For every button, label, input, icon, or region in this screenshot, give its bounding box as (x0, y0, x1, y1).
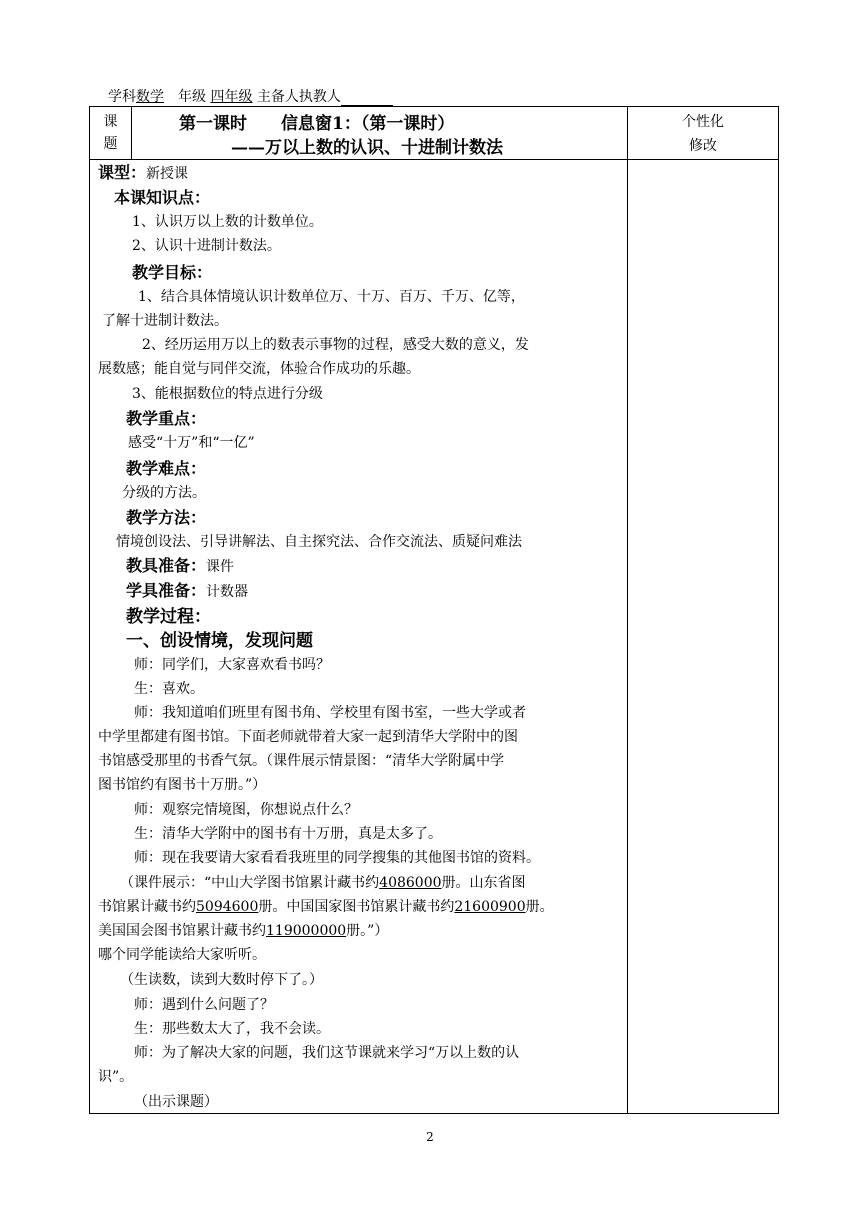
dialogue-line-12: 师：遇到什么问题了？ (134, 997, 274, 1013)
topic-label-cell (90, 107, 131, 159)
dialogue-line-9 (98, 920, 388, 940)
student-tools-label: 学具准备： (126, 581, 207, 600)
goal-2b: 展数感；能自觉与同伴交流，体验合作成功的乐趣。 (98, 361, 420, 377)
line8-post: 册。 (525, 899, 554, 915)
number-4086000: 4086000 (379, 875, 442, 891)
goal-3: 3、能根据数位的特点进行分级 (132, 386, 323, 402)
dialogue-line-10: 哪个同学能读给大家听听。 (98, 947, 266, 963)
number-5094600: 5094600 (196, 899, 259, 915)
divider-right-column (627, 107, 628, 1113)
methods-heading: 教学方法： (126, 508, 207, 527)
topic-title-line2: ——万以上数的认识、十进制计数法 (231, 138, 503, 158)
knowledge-item-2: 2、认识十进制计数法。 (132, 238, 281, 254)
number-119000000: 119000000 (266, 923, 347, 939)
topic-label-bottom: 题 (103, 136, 118, 152)
divider-head (90, 159, 778, 160)
lesson-type-value: 新授课 (146, 166, 189, 182)
line8-pre: 书馆累计藏书约 (98, 899, 196, 915)
line7-post: 册。山东省图 (441, 875, 526, 891)
dialogue-line-15: （出示课题） (134, 1094, 218, 1110)
topic-title-cell (131, 107, 627, 159)
process-section-1: 一、创设情境，发现问题 (126, 631, 313, 651)
dialogue-line-3b: 中学里都建有图书馆。下面老师就带着大家一起到清华大学附中的图 (98, 729, 518, 745)
dialogue-line-3a: 师：我知道咱们班里有图书角、学校里有图书室，一些大学或者 (134, 705, 526, 721)
dialogue-line-2: 生：喜欢。 (134, 681, 204, 697)
preparer-blank (341, 91, 393, 106)
knowledge-heading: 本课知识点： (114, 188, 211, 207)
personalize-top: 个性化 (682, 114, 724, 130)
goals-heading: 教学目标： (132, 263, 213, 282)
dialogue-line-14b: 识”。 (98, 1069, 134, 1085)
grade-label: 年级 (178, 89, 206, 105)
subject-value: 数学 (136, 89, 164, 105)
student-tools-value: 计数器 (206, 584, 249, 600)
topic-title-line1: 第一课时 信息窗1：（第一课时） (179, 114, 455, 134)
dialogue-line-14a: 师：为了解决大家的问题，我们这节课就来学习“万以上数的认 (134, 1045, 520, 1061)
process-heading: 教学过程： (126, 607, 211, 627)
personalize-bottom: 修改 (689, 138, 717, 154)
teacher-tools-label: 教具准备： (126, 556, 207, 575)
line9-post: 册。”） (346, 923, 389, 939)
goal-1a: 1、结合具体情境认识计数单位万、十万、百万、千万、亿等， (138, 289, 525, 305)
dialogue-line-11: （生读数，读到大数时停下了。） (120, 972, 323, 988)
subject-label: 学科 (108, 89, 136, 105)
dialogue-line-8 (98, 896, 554, 916)
preparer-label: 主备人执教人 (256, 89, 341, 105)
dialogue-line-6: 师：现在我要请大家看看我班里的同学搜集的其他图书馆的资料。 (134, 850, 540, 866)
difficulty-text: 分级的方法。 (122, 485, 206, 501)
teacher-tools-value: 课件 (206, 559, 235, 575)
number-21600900: 21600900 (454, 899, 526, 915)
document-header (108, 86, 393, 106)
methods-text: 情境创设法、引导讲解法、自主探究法、合作交流法、质疑问难法 (116, 534, 522, 550)
dialogue-line-5: 生：清华大学附中的图书有十万册，真是太多了。 (134, 826, 442, 842)
key-point-text: 感受“十万”和“一亿” (128, 435, 255, 451)
lesson-type-label: 课型： (98, 163, 147, 182)
topic-label-top: 课 (103, 114, 118, 130)
personalize-header (628, 107, 778, 159)
line9-pre: 美国国会图书馆累计藏书约 (98, 923, 266, 939)
goal-2a: 2、经历运用万以上的数表示事物的过程，感受大数的意义，发 (142, 337, 529, 353)
goal-1b: 了解十进制计数法。 (102, 313, 228, 329)
knowledge-item-1: 1、认识万以上数的计数单位。 (132, 214, 323, 230)
dialogue-line-13: 生：那些数太大了，我不会读。 (134, 1021, 330, 1037)
key-point-heading: 教学重点： (126, 409, 207, 428)
dialogue-line-1: 师：同学们，大家喜欢看书吗？ (134, 657, 330, 673)
dialogue-line-7 (120, 872, 526, 892)
dialogue-line-4: 师：观察完情境图，你想说点什么？ (134, 802, 358, 818)
page-number: 2 (426, 1130, 434, 1144)
line7-pre: （课件展示：“中山大学图书馆累计藏书约 (120, 875, 380, 891)
difficulty-heading: 教学难点： (126, 459, 207, 478)
line8-mid: 册。中国国家图书馆累计藏书约 (258, 899, 455, 915)
dialogue-line-3d: 图书馆约有图书十万册。”） (98, 777, 267, 793)
dialogue-line-3c: 书馆感受那里的书香气氛。（课件展示情景图：“清华大学附属中学 (98, 753, 505, 769)
grade-value: 四年级 (210, 89, 253, 105)
